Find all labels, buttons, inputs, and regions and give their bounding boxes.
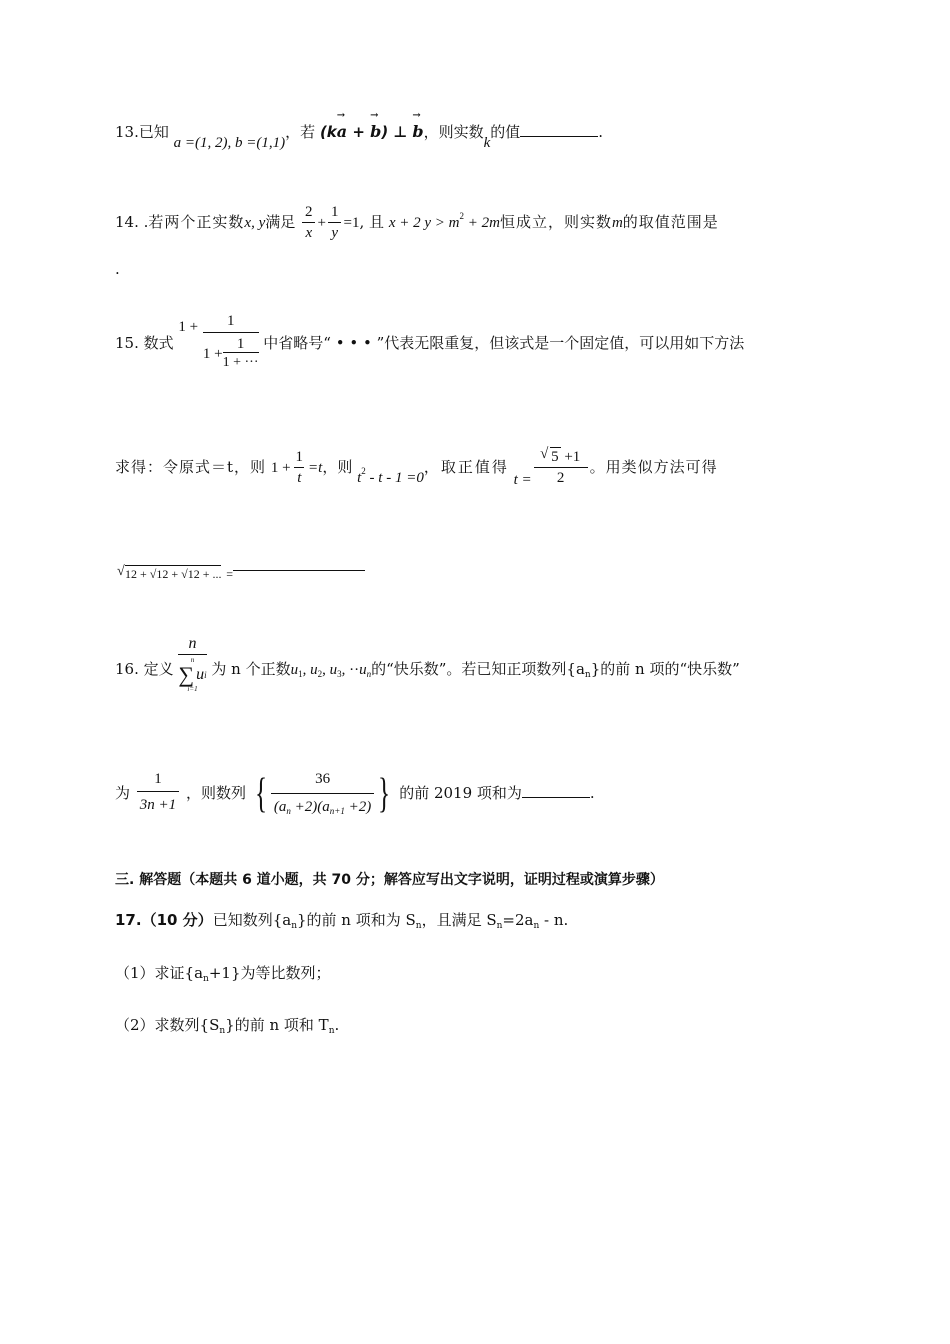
q13-text-3: ，则实数 [423,123,484,141]
q16-seq-den: (a [273,799,287,815]
q13-vec-plus: + [347,123,371,141]
q17-part-2 [115,1018,840,1036]
u3-sub: 3 [337,669,342,679]
q16-seq-den-n: n [286,806,291,816]
q16-number: 16. 定义 [115,660,174,678]
q13-number: 13. [115,123,139,141]
q13-vector-b: b → [370,122,381,141]
q13-vector-a: a → [337,122,347,141]
q15-text-3: ，则 [322,458,353,476]
q14-text-2: 满足 [265,213,296,231]
q17-p1-text-2: +1}为等比数列； [208,964,331,982]
q16-seq-num: 36 [315,771,331,787]
q13-vec-left: (k [319,123,337,141]
q14-text: 若两个正实数 [148,213,245,231]
q15-poly: - t - 1 =0 [365,470,424,486]
q17-p2-end: . [334,1016,340,1034]
q15-number: 15. 数式 [115,334,174,352]
q14-vars: x, y [244,215,266,231]
q14-inequality: x + 2 y > m [388,215,460,231]
question-13 [115,122,840,151]
q14-frac1-den: x [302,222,315,241]
q14-frac2-num: 1 [331,204,339,220]
q15-t: t [357,470,362,486]
q17-part-1 [115,966,840,984]
q14-var-m: m [611,215,623,231]
sum-upper-limit: n [190,656,195,664]
q14-frac2-den: y [328,222,341,241]
q15-sqrt5: 5 [551,449,559,465]
q17-p1-sub: n [203,974,209,984]
q16-text: 为 n 个正数 [211,660,291,678]
q13-var-k: k [483,135,491,151]
q17-p2-sub-2: n [328,1026,335,1036]
u1-sub: 1 [298,669,303,679]
q15-eq-one: 1 + [270,460,291,476]
q16-seq-den-n1: n+1 [329,806,345,816]
q13-condition: a =(1, 2), b =(1,1) [173,135,286,151]
q17-text: 已知数列{a [212,911,292,929]
q14-end-line [115,262,840,277]
q15-text-5: 。用类似方法可得 [589,458,718,476]
q13-vector-b-2: b → [412,122,423,141]
nested-radical-text: 12 + √12 + √12 + ... [125,567,222,581]
u2-sub: 2 [317,669,323,679]
q17-p2-sub: n [219,1026,226,1036]
q17-sub-1: n [291,921,297,931]
un: u [359,662,367,678]
q17-text-5: - n. [539,911,569,929]
cf-num: 1 [226,313,235,329]
q16-end: . [589,784,595,802]
q14-number: 14. . [115,213,149,231]
q15-t-square: 2 [361,466,366,476]
q17-text-3: ，且满足 S [421,911,497,929]
q17-p2-text-2: }的前 n 项和 T [225,1016,329,1034]
q16-seq-den-end: +2) [344,799,372,815]
q16-text-4: ，则数列 [185,784,246,802]
question-15 [115,314,840,370]
q14-frac1-num: 2 [305,204,313,220]
q17-sub-4: n [533,921,540,931]
q13-text-2: ，若 [285,123,316,141]
q16-frac-den-wrap [137,791,179,813]
q16-frac-den: 3n +1 [139,797,177,813]
q15-text-2: 求得：令原式＝t，则 [115,458,267,476]
sum-u: u [196,666,205,683]
q17-p2-text: （2）求数列{S [115,1016,220,1034]
question-16: 16. 定义 n n ∑ u i i=1 为 n 个正数$u_1$, $u_2$, $u_3$, $\cdot\cdot u_n$的“快乐数”。若已知正项数列$\{a_n\}$的前 n 项的“快乐数” [115,635,740,693]
un-sub: n [366,669,372,679]
q15-line-2 [115,450,840,486]
q14-end: . [115,260,120,278]
q17-sub-2: n [415,921,422,931]
q14-text-3: , 且 [359,213,385,231]
q16-seq-den-mid: +2)(a [290,799,330,815]
q17-sub-3: n [496,921,503,931]
sum-top: n [188,635,197,652]
u3: u [329,662,338,678]
q15-t-eq: t = [513,472,532,488]
section-3-title: 三. 解答题（本题共 6 道小题，共 70 分；解答应写出文字说明，证明过程或演算步骤） [115,872,664,888]
q13-text: 已知 [138,123,169,141]
q14-plus: + [317,215,327,231]
q17-text-2: }的前 n 项和为 S [296,911,416,929]
q14-text-5: 的取值范围是 [622,213,719,231]
u2: u [310,662,318,678]
q17-number: 17. [115,911,142,929]
q14-text-4: 恒成立，则实数 [499,213,612,231]
q13-perp: ) ⊥ [381,123,413,141]
q13-answer-blank [520,136,598,137]
cf-num-2: 1 [236,336,245,352]
q15-text: 中省略号“ • • • ”代表无限重复，但该式是一个固定值，可以用如下方法 [263,334,745,352]
question-14 [115,205,840,241]
u1: u [290,662,299,678]
q15-eq-rhs: =t [308,460,323,476]
q16-text-5: 的前 2019 项和为 [399,784,522,802]
cf-one: 1 + [178,319,199,335]
q13-text-4: 的值 [490,123,521,141]
question-17 [115,913,840,931]
q17-text-4: =2a [502,911,534,929]
q15-answer-blank [233,570,365,571]
q15-sol-plus: +1 [560,449,581,465]
q16-sequence: { $\frac{36}{(a_n +2)(a_{n+1} +2)}$ } [254,771,391,817]
q15-sol-den: 2 [534,467,588,486]
q16-text-2: 的“快乐数”。若已知正项数列{a [371,660,585,678]
cf-tail: 1 + ··· [223,352,259,370]
q14-eq: =1 [343,215,360,231]
continued-fraction [178,314,258,370]
q17-score: （10 分） [141,911,213,929]
q13-end: . [598,123,604,141]
q15-eq: = [226,567,234,581]
nested-radical: √ 12 + √12 + √12 + ... [117,564,222,581]
q15-line-3 [117,566,842,581]
sum-i: i [204,669,207,680]
q17-p1-text: （1）求证{a [115,964,204,982]
q16-frac-num: 1 [154,771,162,787]
sum-definition: n n ∑ u i i=1 [178,635,207,693]
q14-inequality-2: + 2m [463,215,500,231]
sum-lower-limit: i=1 [187,685,198,693]
q16-wei: 为 [115,784,131,802]
cf-one-2: 1 + [202,346,223,362]
q16-answer-blank [522,797,590,798]
q16-text-3: }的前 n 项的“快乐数” [590,660,740,678]
q16-an-sub: n [584,670,591,680]
q15-text-4: ，取正值得 [423,458,509,476]
q14-square: 2 [459,211,464,221]
q15-eq-frac-den: t [294,467,304,486]
q16-line-2 [115,772,840,816]
q15-eq-frac-num: 1 [295,449,304,465]
